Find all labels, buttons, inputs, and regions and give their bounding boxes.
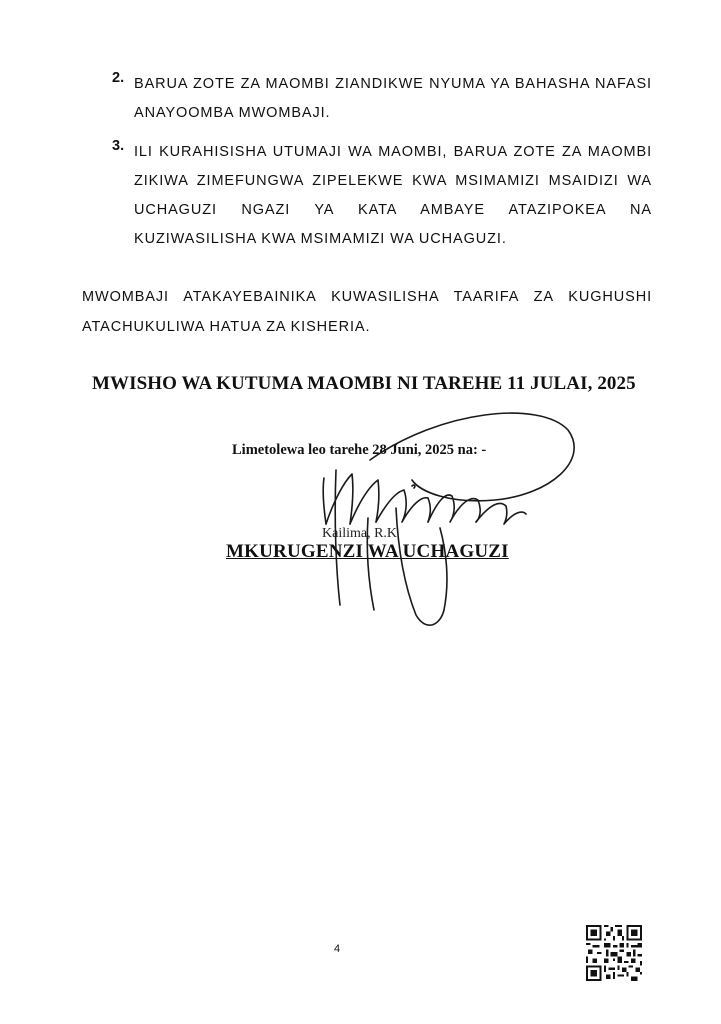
list-item-text: BARUA ZOTE ZA MAOMBI ZIANDIKWE NYUMA YA BAHASHA NAFASI ANAYOOMBA MWOMBAJI. — [134, 76, 652, 121]
handwritten-signature — [300, 400, 600, 640]
instructions-list — [112, 70, 652, 264]
list-item — [112, 70, 652, 128]
signer-name: Kailima, R.K — [322, 526, 398, 541]
page-number: 4 — [334, 943, 341, 955]
issued-date-line: Limetolewa leo tarehe 28 Juni, 2025 na: - — [232, 442, 487, 458]
list-item — [112, 138, 652, 254]
list-item-text: ILI KURAHISISHA UTUMAJI WA MAOMBI, BARUA ZOTE ZA MAOMBI ZIKIWA ZIMEFUNGWA ZIPELEKWE KWA MSIMAMIZI MSAIDIZI WA UCHAGUZI NGAZI YA KATA AMBAYE ATAZIPOKEA NA KUZIWASILISHA KWA MSIMAMIZI WA UCHAGUZI. — [134, 144, 652, 247]
signer-title: MKURUGENZI WA UCHAGUZI — [226, 541, 509, 562]
qr-code-icon — [586, 925, 642, 981]
fraud-warning: MWOMBAJI ATAKAYEBAINIKA KUWASILISHA TAARIFA ZA KUGHUSHI ATACHUKULIWA HATUA ZA KISHERIA. — [82, 289, 652, 335]
list-item-number: 2. — [112, 70, 125, 86]
list-item-number: 3. — [112, 138, 125, 154]
deadline-heading: MWISHO WA KUTUMA MAOMBI NI TAREHE 11 JULAI, 2025 — [92, 373, 636, 394]
